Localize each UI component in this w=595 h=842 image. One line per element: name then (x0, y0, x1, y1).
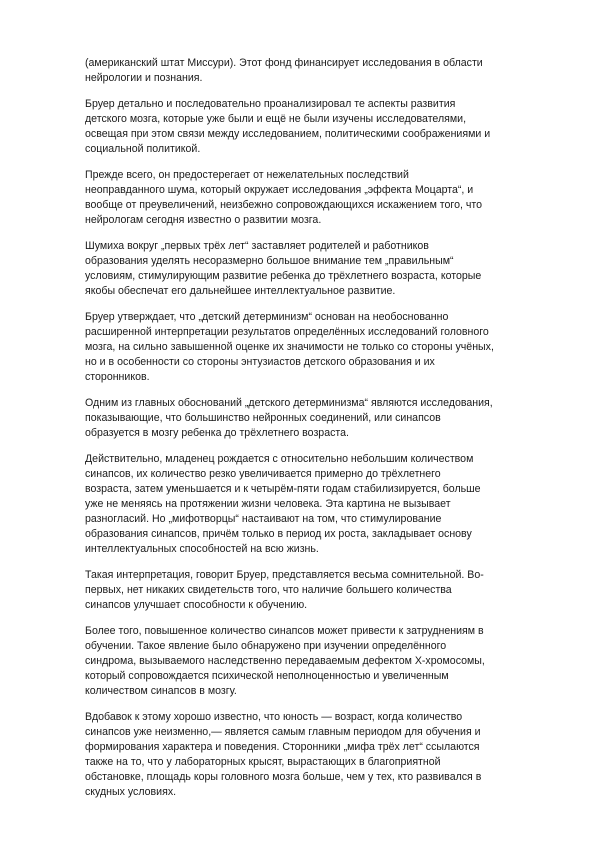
paragraph-1: (американский штат Миссури). Этот фонд финансирует исследования в области нейрологии и познания. (85, 57, 483, 84)
paragraph-4: Шумиха вокруг „первых трёх лет“ заставляет родителей и работников образования уделять несоразмерно большое внимание тем „правильным“ условиям, стимулирующим развитие ребенка до трёхлетнего возраста, которые якобы обеспечат его дальнейшее интеллектуальное развитие. (85, 240, 482, 297)
paragraph-8: Такая интерпретация, говорит Бруер, представляется весьма сомнительной. Во- первых, нет никаких свидетельств того, что наличие большего количества синапсов улучшает способности к обучению. (85, 569, 484, 611)
paragraph-5: Бруер утверждает, что „детский детерминизм“ основан на необоснованно расширенной интерпретации результатов определённых исследований головного мозга, на сильно завышенной оценке их значимости не только со стороны учёных, но и в особенности со стороны энтузиастов детского образования и их сторонников. (85, 311, 494, 383)
paragraph-9: Более того, повышенное количество синапсов может привести к затруднениям в обучении. Такое явление было обнаружено при изучении определённого синдрома, вызываемого наследственно передаваемым дефектом Х-хромосомы, который сопровождается психической неполноценностью и увеличенным количеством синапсов в мозгу. (85, 625, 485, 697)
paragraph-3: Прежде всего, он предостерегает от нежелательных последствий неоправданного шума, который окружает исследования „эффекта Моцарта“, и вообще от преувеличений, неизбежно сопровождающихся искажением того, что нейрологам сегодня известно о развитии мозга. (85, 169, 482, 226)
paragraph-7: Действительно, младенец рождается с относительно небольшим количеством синапсов, их количество резко увеличивается примерно до трёхлетнего возраста, затем уменьшается и к четырём-пяти годам стабилизируется, больше уже не меняясь на протяжении жизни человека. Эта картина не вызывает разногласий. Но „мифотворцы“ настаивают на том, что стимулирование образования синапсов, причём только в период их роста, закладывает основу интеллектуальных способностей на всю жизнь. (85, 453, 481, 555)
paragraph-2: Бруер детально и последовательно проанализировал те аспекты развития детского мозга, которые уже были и ещё не были изучены исследователями, освещая при этом связи между исследованием, политическими соображениями и социальной политикой. (85, 98, 491, 155)
paragraph-6: Одним из главных обоснований „детского детерминизма“ являются исследования, показывающие, что большинство нейронных соединений, или синапсов образуется в мозгу ребенка до трёхлетнего возраста. (85, 397, 493, 439)
paragraph-10: Вдобавок к этому хорошо известно, что юность — возраст, когда количество синапсов уже неизменно,— является самым главным периодом для обучения и формирования характера и поведения. Сторонники „мифа трёх лет“ ссылаются также на то, что у лабораторных крысят, вырастающих в благоприятной обстановке, площадь коры головного мозга больше, чем у тех, кто развивался в скудных условиях. (85, 711, 482, 798)
document-body (85, 56, 555, 811)
